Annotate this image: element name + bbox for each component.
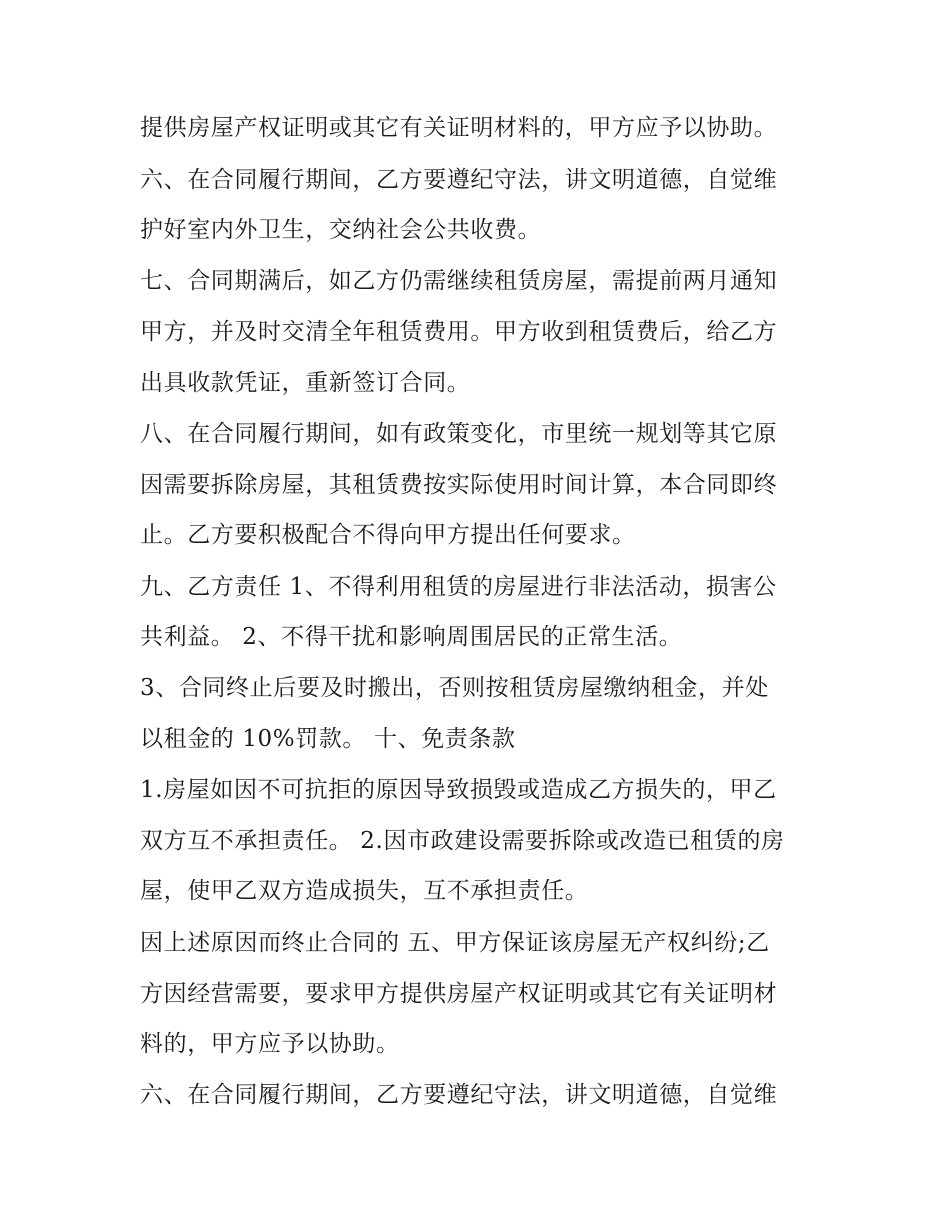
text-line: 九、乙方责任 1、不得利用租赁的房屋进行非法活动，损害公	[140, 574, 777, 600]
text-line: 方因经营需要，要求甲方提供房屋产权证明或其它有关证明材	[140, 981, 778, 1007]
text-line: 因上述原因而终止合同的 五、甲方保证该房屋无产权纠纷;乙	[140, 930, 770, 956]
text-line: 止。乙方要积极配合不得向甲方提出任何要求。	[140, 522, 636, 548]
text-line: 甲方，并及时交清全年租赁费用。甲方收到租赁费后，给乙方	[140, 319, 778, 345]
text-line: 八、在合同履行期间，如有政策变化，市里统一规划等其它原	[140, 421, 778, 447]
text-line: 屋，使甲乙双方造成损失，互不承担责任。	[140, 878, 589, 904]
text-line: 1.房屋如因不可抗拒的原因导致损毁或造成乙方损失的，甲乙	[140, 777, 777, 803]
text-line: 双方互不承担责任。 2.因市政建设需要拆除或改造已租赁的房	[140, 828, 785, 854]
text-line: 六、在合同履行期间，乙方要遵纪守法，讲文明道德，自觉维	[140, 167, 778, 193]
text-line: 护好室内外卫生，交纳社会公共收费。	[140, 217, 542, 243]
text-line: 因需要拆除房屋，其租赁费按实际使用时间计算，本合同即终	[140, 472, 778, 498]
text-line: 3、合同终止后要及时搬出，否则按租赁房屋缴纳租金，并处	[140, 675, 769, 701]
text-line: 出具收款凭证，重新签订合同。	[140, 370, 471, 396]
text-line: 六、在合同履行期间，乙方要遵纪守法，讲文明道德，自觉维	[140, 1082, 778, 1108]
text-line: 提供房屋产权证明或其它有关证明材料的，甲方应予以协助。	[140, 115, 778, 141]
text-line: 以租金的 10%罚款。 十、免责条款	[140, 726, 516, 752]
text-line: 七、合同期满后，如乙方仍需继续租赁房屋，需提前两月通知	[140, 268, 778, 294]
text-line: 料的，甲方应予以协助。	[140, 1031, 400, 1057]
text-line: 共利益。 2、不得干扰和影响周围居民的正常生活。	[140, 624, 683, 650]
